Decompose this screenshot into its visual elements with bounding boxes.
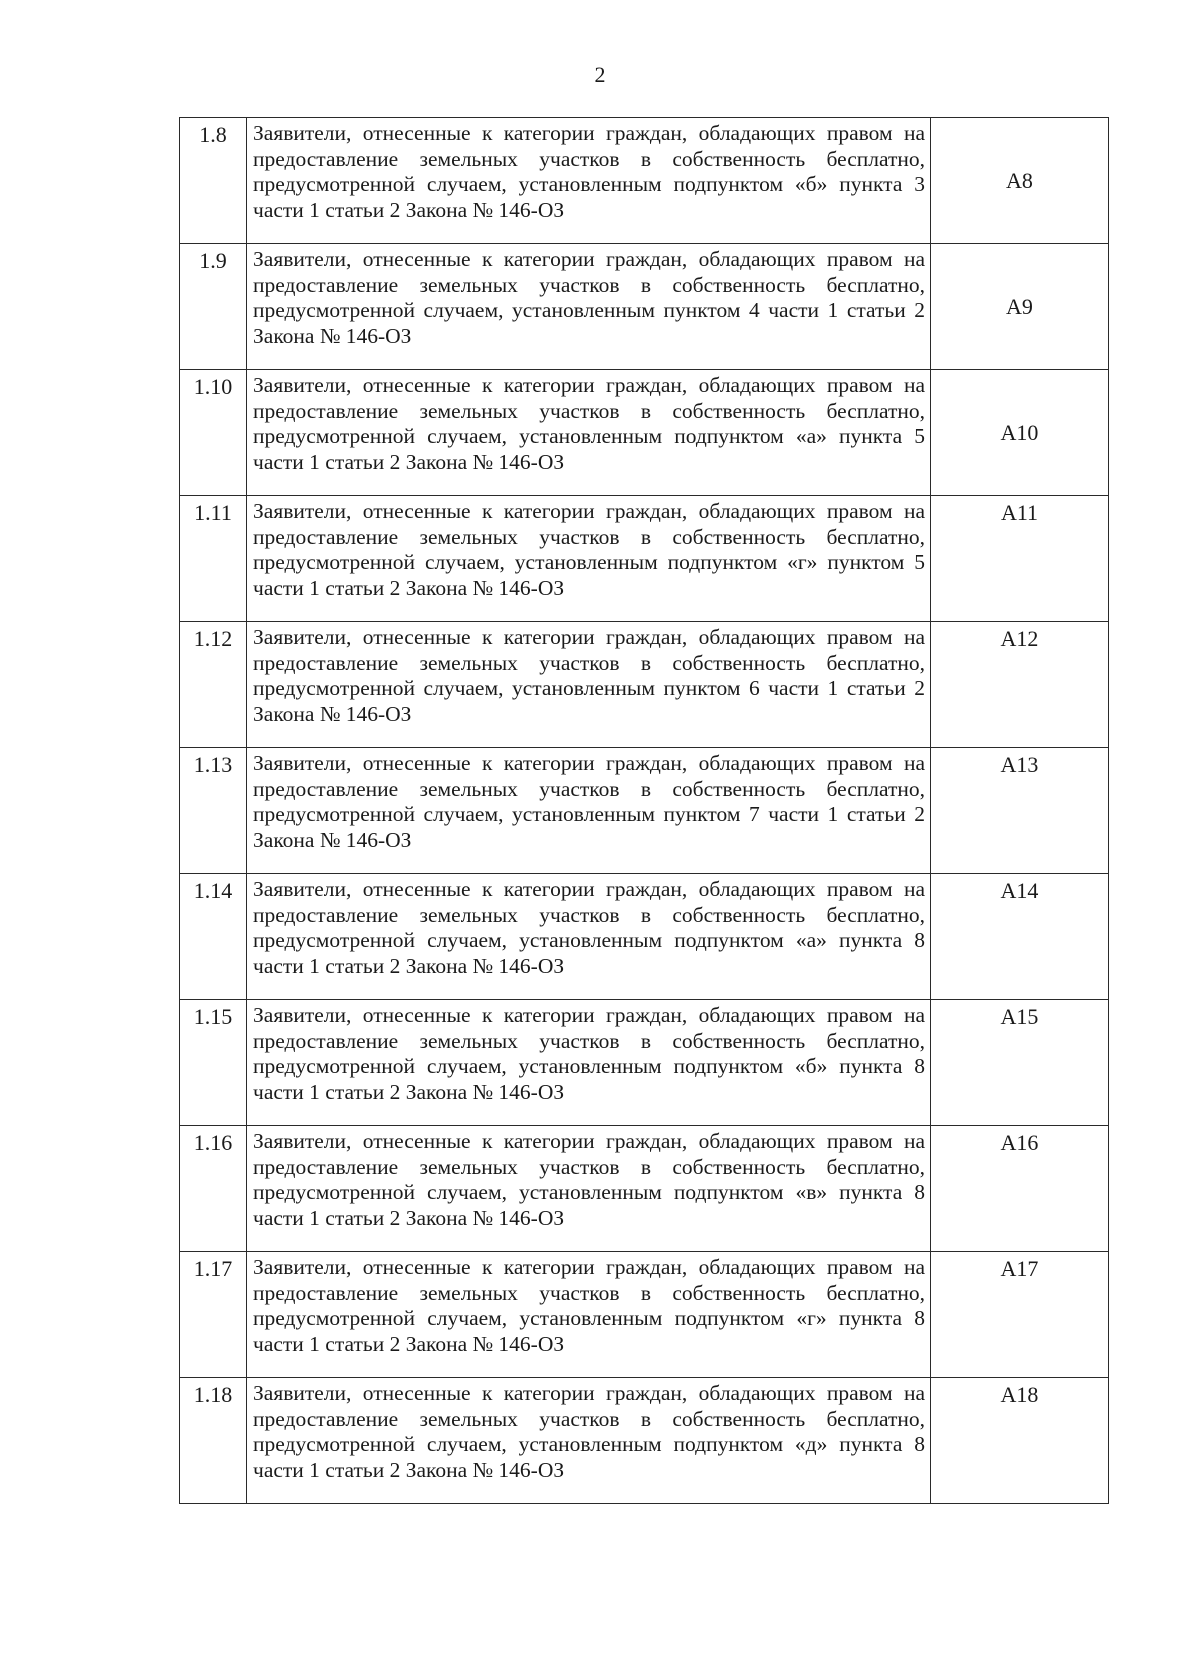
row-description: Заявители, отнесенные к категории граждан, обладающих правом на предоставление земельных участков в собственность бесплатно, предусмотренной случаем, установленным подпунктом «в» пункта 8 части 1 статьи 2 Закона № 146-ОЗ: [247, 1126, 931, 1252]
table-row: [180, 244, 1109, 370]
table-row: [180, 874, 1109, 1000]
row-number: 1.18: [180, 1378, 247, 1504]
row-description: Заявители, отнесенные к категории граждан, обладающих правом на предоставление земельных участков в собственность бесплатно, предусмотренной случаем, установленным подпунктом «а» пункта 5 части 1 статьи 2 Закона № 146-ОЗ: [247, 370, 931, 496]
row-description: Заявители, отнесенные к категории граждан, обладающих правом на предоставление земельных участков в собственность бесплатно, предусмотренной случаем, установленным подпунктом «д» пункта 8 части 1 статьи 2 Закона № 146-ОЗ: [247, 1378, 931, 1504]
page-number: 2: [594, 62, 606, 87]
row-number: 1.15: [180, 1000, 247, 1126]
row-number: 1.9: [180, 244, 247, 370]
row-number: 1.8: [180, 118, 247, 244]
row-code: А17: [931, 1252, 1109, 1378]
row-code: А14: [931, 874, 1109, 1000]
row-description: Заявители, отнесенные к категории граждан, обладающих правом на предоставление земельных участков в собственность бесплатно, предусмотренной случаем, установленным подпунктом «б» пункта 8 части 1 статьи 2 Закона № 146-ОЗ: [247, 1000, 931, 1126]
table-row: [180, 1126, 1109, 1252]
table-row: [180, 748, 1109, 874]
table-row: [180, 622, 1109, 748]
table-row: [180, 370, 1109, 496]
row-number: 1.13: [180, 748, 247, 874]
table-row: [180, 1378, 1109, 1504]
row-description: Заявители, отнесенные к категории граждан, обладающих правом на предоставление земельных участков в собственность бесплатно, предусмотренной случаем, установленным пунктом 4 части 1 статьи 2 Закона № 146-ОЗ: [247, 244, 931, 370]
row-code: А13: [931, 748, 1109, 874]
row-code: А15: [931, 1000, 1109, 1126]
row-description: Заявители, отнесенные к категории граждан, обладающих правом на предоставление земельных участков в собственность бесплатно, предусмотренной случаем, установленным подпунктом «а» пункта 8 части 1 статьи 2 Закона № 146-ОЗ: [247, 874, 931, 1000]
table-body: [180, 118, 1109, 1504]
table-row: [180, 1252, 1109, 1378]
row-number: 1.17: [180, 1252, 247, 1378]
row-number: 1.16: [180, 1126, 247, 1252]
row-code: А12: [931, 622, 1109, 748]
row-description: Заявители, отнесенные к категории граждан, обладающих правом на предоставление земельных участков в собственность бесплатно, предусмотренной случаем, установленным подпунктом «б» пункта 3 части 1 статьи 2 Закона № 146-ОЗ: [247, 118, 931, 244]
row-description: Заявители, отнесенные к категории граждан, обладающих правом на предоставление земельных участков в собственность бесплатно, предусмотренной случаем, установленным пунктом 6 части 1 статьи 2 Закона № 146-ОЗ: [247, 622, 931, 748]
row-code: А8: [931, 118, 1109, 244]
row-number: 1.12: [180, 622, 247, 748]
table-row: [180, 1000, 1109, 1126]
row-description: Заявители, отнесенные к категории граждан, обладающих правом на предоставление земельных участков в собственность бесплатно, предусмотренной случаем, установленным пунктом 7 части 1 статьи 2 Закона № 146-ОЗ: [247, 748, 931, 874]
row-code: А18: [931, 1378, 1109, 1504]
row-number: 1.14: [180, 874, 247, 1000]
row-code: А16: [931, 1126, 1109, 1252]
table-row: [180, 118, 1109, 244]
row-description: Заявители, отнесенные к категории граждан, обладающих правом на предоставление земельных участков в собственность бесплатно, предусмотренной случаем, установленным подпунктом «г» пункта 8 части 1 статьи 2 Закона № 146-ОЗ: [247, 1252, 931, 1378]
row-code: А9: [931, 244, 1109, 370]
row-code: А11: [931, 496, 1109, 622]
row-code: А10: [931, 370, 1109, 496]
row-number: 1.10: [180, 370, 247, 496]
row-description: Заявители, отнесенные к категории граждан, обладающих правом на предоставление земельных участков в собственность бесплатно, предусмотренной случаем, установленным подпунктом «г» пунктом 5 части 1 статьи 2 Закона № 146-ОЗ: [247, 496, 931, 622]
applicants-table: [179, 117, 1109, 1504]
row-number: 1.11: [180, 496, 247, 622]
table-row: [180, 496, 1109, 622]
